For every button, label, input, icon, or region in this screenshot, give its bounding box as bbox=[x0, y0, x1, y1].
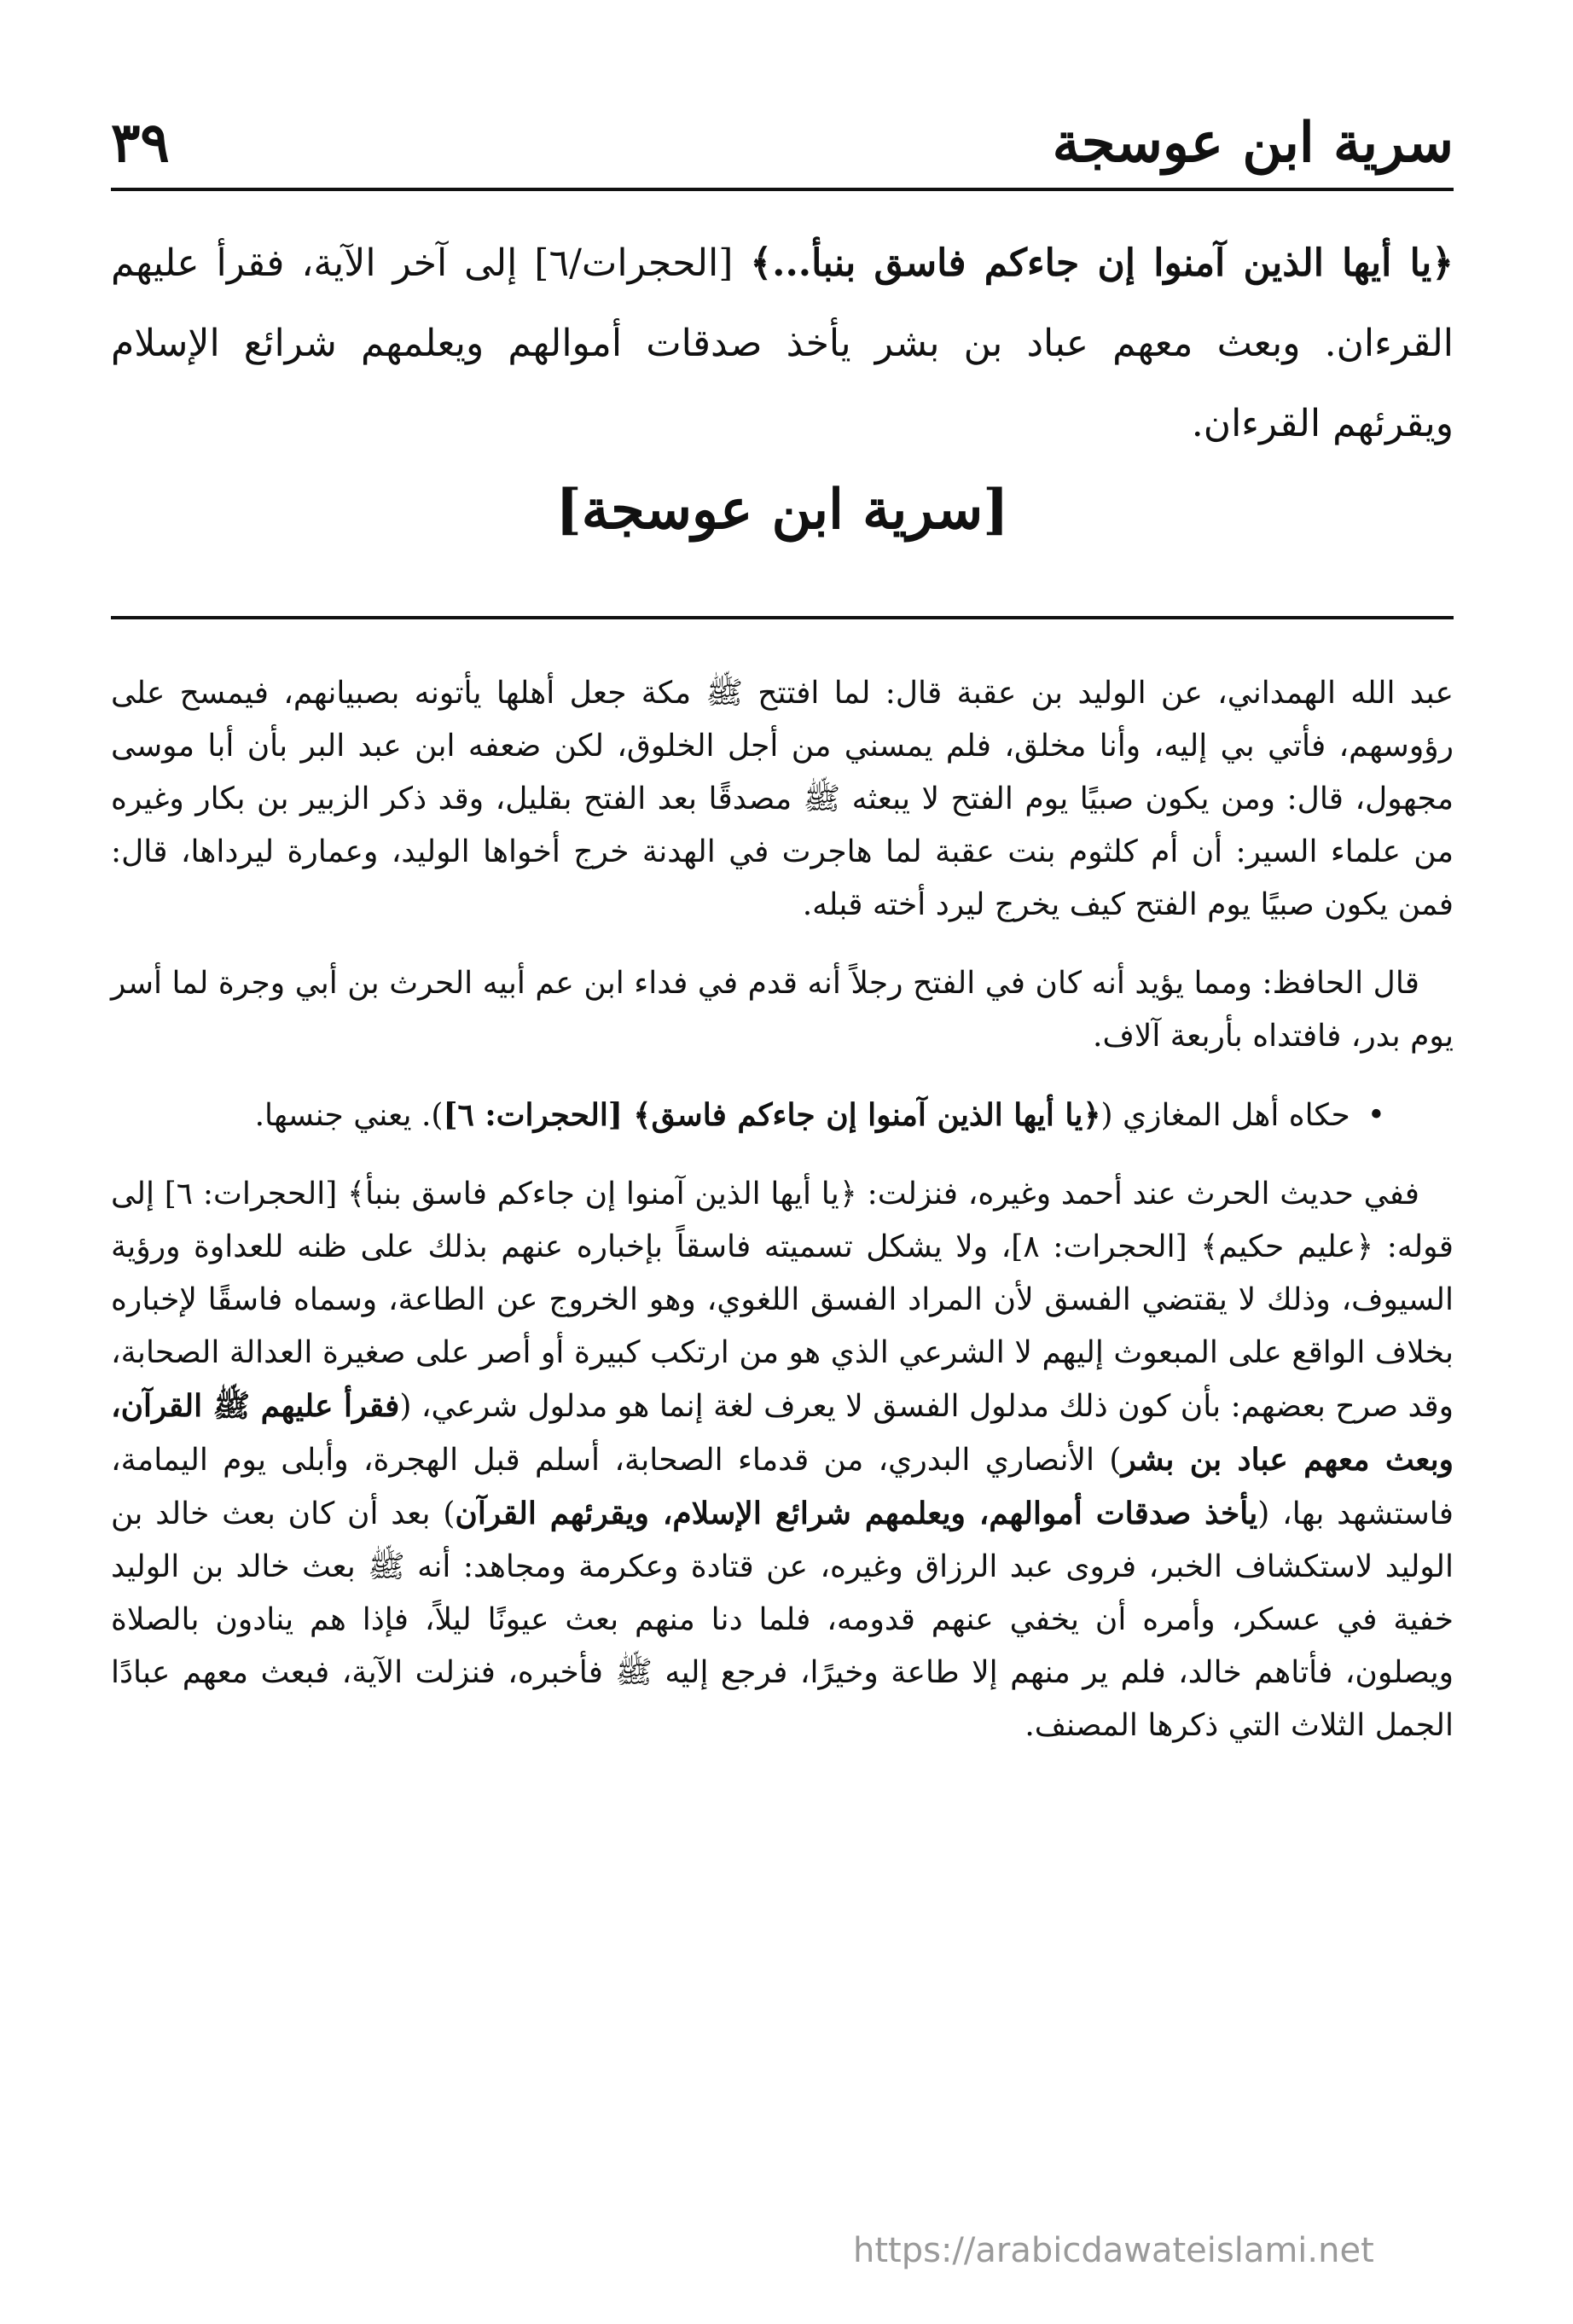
commentary-quote: ﴿يا أيها الذين آمنوا إن جاءكم فاسق﴾ [الحجرات: ٦] bbox=[443, 1097, 1101, 1133]
header-rule bbox=[111, 188, 1454, 191]
commentary bbox=[111, 667, 1454, 1778]
running-title: سرية ابن عوسجة bbox=[1052, 111, 1454, 175]
main-text-body: [الحجرات/٦] إلى آخر الآية، فقرأ عليهم القرءان. وبعث معهم عباد بن بشر يأخذ صدقات أموالهم ويعلمهم شرائع الإسلام ويقرئهم القرءان. bbox=[111, 241, 1454, 445]
commentary-text: ) بعد أن كان بعث خالد بن الوليد لاستكشاف الخبر، فروى عبد الرزاق وغيره، عن قتادة وعكرمة ومجاهد: أنه ﷺ بعث خالد بن الوليد خفية في عسكر، وأمره أن يخفي عنهم قدومه، فلما دنا منهم بعث عيونًا ليلاً، فإذا هم ينادون بالصلاة ويصلون، فأتاهم خالد، فلم ير منهم إلا طاعة وخيرًا، فرجع إليه ﷺ فأخبره، فنزلت الآية، فبعث معهم عبادًا الجمل الثلاث التي ذكرها المصنف. bbox=[111, 1496, 1454, 1743]
commentary-paragraph-1: عبد الله الهمداني، عن الوليد بن عقبة قال: لما افتتح ﷺ مكة جعل أهلها يأتونه بصبيانهم، فيمسح على رؤوسهم، فأتي بي إليه، وأنا مخلق، فلم يمسني من أجل الخلوق، لكن ضعفه ابن عبد البر بأن أبا موسى مجهول، قال: ومن يكون صبيًا يوم الفتح لا يبعثه ﷺ مصدقًا بعد الفتح بقليل، وقد ذكر الزبير بن بكار وغيره من علماء السير: أن أم كلثوم بنت عقبة لما هاجرت في الهدنة خرج أخواها الوليد، وعمارة ليرداها، قال: فمن يكون صبيًا يوم الفتح كيف يخرج ليرد أخته قبله. bbox=[111, 676, 1454, 922]
main-text bbox=[111, 224, 1454, 464]
commentary-quote: يأخذ صدقات أموالهم، ويعلمهم شرائع الإسلام، ويقرئهم القرآن bbox=[455, 1496, 1258, 1531]
commentary-paragraph-2: قال الحافظ: ومما يؤيد أنه كان في الفتح رجلاً أنه قدم في فداء ابن عم أبيه الحرث بن أبي وجرة لما أسر يوم بدر، فافتداه بأربعة آلاف. bbox=[111, 966, 1454, 1054]
footnote-rule bbox=[111, 616, 1454, 619]
commentary-text: ). يعني جنسها. bbox=[254, 1098, 444, 1133]
commentary-text: ) الأنصاري البدري، من قدماء الصحابة، أسلم قبل الهجرة، وأبلى يوم اليمامة، فاستشهد بها، ( bbox=[111, 1443, 1454, 1531]
bullet-marker: • bbox=[1367, 1098, 1385, 1133]
commentary-quote: فقرأ عليهم ﷺ القرآن، وبعث معهم عباد بن بشر bbox=[111, 1388, 1454, 1478]
page-header bbox=[111, 101, 1454, 186]
page-number: ٣٩ bbox=[111, 111, 170, 175]
commentary-paragraph-3 bbox=[111, 1089, 1454, 1142]
section-title: [سرية ابن عوسجة] bbox=[555, 478, 1009, 542]
quran-verse: ﴿يا أيها الذين آمنوا إن جاءكم فاسق بنبأ...﴾ bbox=[750, 241, 1454, 285]
commentary-text: حكاه أهل المغازي ( bbox=[1100, 1098, 1350, 1133]
commentary-text: ففي حديث الحرث عند أحمد وغيره، فنزلت: ﴿يا أيها الذين آمنوا إن جاءكم فاسق بنبأ﴾ [الحجرات: ٦] إلى قوله: ﴿عليم حكيم﴾ [الحجرات: ٨]، ولا يشكل تسميته فاسقاً بإخباره عنهم بذلك على ظنه للعداوة ورؤية السيوف، وذلك لا يقتضي الفسق لأن المراد الفسق اللغوي، وهو الخروج عن الطاعة، وسماه فاسقًا لإخباره بخلاف الواقع على المبعوث إليهم لا الشرعي الذي هو من ارتكب كبيرة أو أصر على صغيرة العدالة الصحابة، وقد صرح بعضهم: بأن كون ذلك مدلول الفسق لا يعرف لغة إنما هو مدلول شرعي، ( bbox=[111, 1177, 1454, 1424]
watermark-url: https://arabicdawateislami.net bbox=[853, 2231, 1374, 2270]
commentary-paragraph-4 bbox=[111, 1168, 1454, 1752]
